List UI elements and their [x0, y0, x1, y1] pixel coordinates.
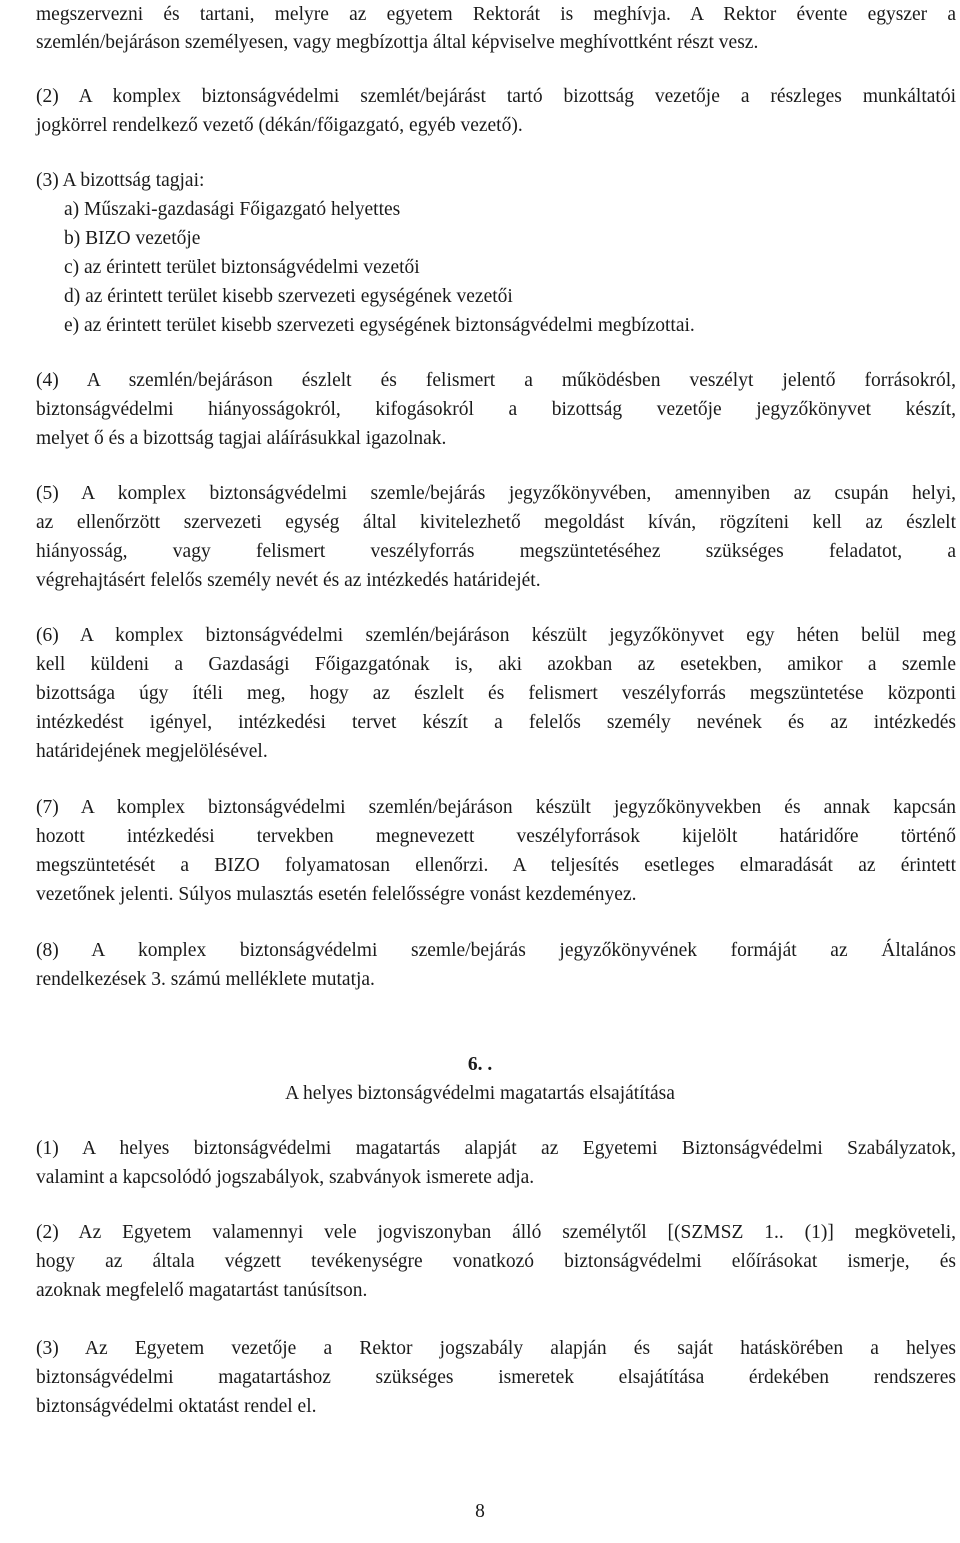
paragraph-5-line: (5) A komplex biztonságvédelmi szemle/bejárás jegyzőkönyvében, amennyiben az csupán helyi, — [36, 483, 956, 504]
paragraph-7-line: hozott intézkedési tervekben megnevezett veszélyforrások kijelölt határidőre történő — [36, 826, 956, 847]
section-paragraph-2-line: (2) Az Egyetem valamennyi vele jogviszonyban álló személytől [(SZMSZ 1.. (1)] megköveteli, — [36, 1222, 956, 1243]
paragraph-6-line: határidejének megjelölésével. — [36, 741, 268, 762]
list-item: d) az érintett terület kisebb szervezeti egységének vezetői — [64, 286, 513, 307]
paragraph-4-line: (4) A szemlén/bejáráson észlelt és felismert a működésben veszélyt jelentő forrásokról, — [36, 370, 956, 391]
section-title: A helyes biztonságvédelmi magatartás elsajátítása — [285, 1083, 675, 1104]
intro-line: szemlén/bejáráson személyesen, vagy megbízottja által képviselve meghívottként részt vesz. — [36, 32, 759, 53]
section-paragraph-2-line: hogy az általa végzett tevékenységre vonatkozó biztonságvédelmi előírásokat ismerje, és — [36, 1251, 956, 1272]
intro-line: megszervezni és tartani, melyre az egyetem Rektorát is meghívja. A Rektor évente egyszer a — [36, 4, 956, 25]
section-paragraph-2-line: azoknak megfelelő magatartást tanúsítson. — [36, 1280, 368, 1301]
paragraph-6-line: bizottsága úgy ítéli meg, hogy az észlelt és felismert veszélyforrás megszüntetése központi — [36, 683, 956, 704]
paragraph-8-line: (8) A komplex biztonságvédelmi szemle/bejárás jegyzőkönyvének formáját az Általános — [36, 940, 956, 961]
list-item: a) Műszaki-gazdasági Főigazgató helyettes — [64, 199, 401, 220]
list-item: c) az érintett terület biztonságvédelmi vezetői — [64, 257, 420, 278]
paragraph-6-line: kell küldeni a Gazdasági Főigazgatónak is, aki azokban az esetekben, amikor a szemle — [36, 654, 956, 675]
paragraph-2-line: (2) A komplex biztonságvédelmi szemlét/bejárást tartó bizottság vezetője a részleges munkáltatói — [36, 86, 956, 107]
list-item: b) BIZO vezetője — [64, 228, 201, 249]
paragraph-5-line: az ellenőrzött szervezeti egység által kivitelezhető megoldást kíván, rögzíteni kell az észlelt — [36, 512, 956, 533]
paragraph-4-line: melyet ő és a bizottság tagjai aláírásukkal igazolnak. — [36, 428, 447, 449]
paragraph-2-line: jogkörrel rendelkező vezető (dékán/főigazgató, egyéb vezető). — [36, 115, 523, 136]
paragraph-7-line: (7) A komplex biztonságvédelmi szemlén/bejáráson készült jegyzőkönyvekben és annak kapcsán — [36, 797, 956, 818]
list-item: e) az érintett terület kisebb szervezeti egységének biztonságvédelmi megbízottai. — [64, 315, 695, 336]
paragraph-3-heading: (3) A bizottság tagjai: — [36, 170, 205, 191]
section-number: 6. . — [467, 1054, 493, 1075]
section-paragraph-3-line: (3) Az Egyetem vezetője a Rektor jogszabály alapján és saját hatáskörében a helyes — [36, 1338, 956, 1359]
paragraph-7-line: vezetőnek jelenti. Súlyos mulasztás esetén felelősségre vonást kezdeményez. — [36, 884, 637, 905]
paragraph-5-line: hiányosság, vagy felismert veszélyforrás megszüntetéséhez szükséges feladatot, a — [36, 541, 956, 562]
page-number: 8 — [475, 1501, 485, 1522]
section-paragraph-3-line: biztonságvédelmi magatartáshoz szükséges ismeretek elsajátítása érdekében rendszeres — [36, 1367, 956, 1388]
section-paragraph-1-line: (1) A helyes biztonságvédelmi magatartás alapját az Egyetemi Biztonságvédelmi Szabályzatok, — [36, 1138, 956, 1159]
paragraph-7-line: megszüntetését a BIZO folyamatosan ellenőrzi. A teljesítés esetleges elmaradását az érintett — [36, 855, 956, 876]
section-paragraph-3-line: biztonságvédelmi oktatást rendel el. — [36, 1396, 317, 1417]
paragraph-6-line: intézkedést igényel, intézkedési tervet készít a felelős személy nevének és az intézkedés — [36, 712, 956, 733]
section-paragraph-1-line: valamint a kapcsolódó jogszabályok, szabványok ismerete adja. — [36, 1167, 535, 1188]
paragraph-5-line: végrehajtásért felelős személy nevét és az intézkedés határidejét. — [36, 570, 541, 591]
paragraph-4-line: biztonságvédelmi hiányosságokról, kifogásokról a bizottság vezetője jegyzőkönyvet készít, — [36, 399, 956, 420]
paragraph-8-line: rendelkezések 3. számú melléklete mutatja. — [36, 969, 375, 990]
paragraph-6-line: (6) A komplex biztonságvédelmi szemlén/bejáráson készült jegyzőkönyvet egy héten belül meg — [36, 625, 956, 646]
